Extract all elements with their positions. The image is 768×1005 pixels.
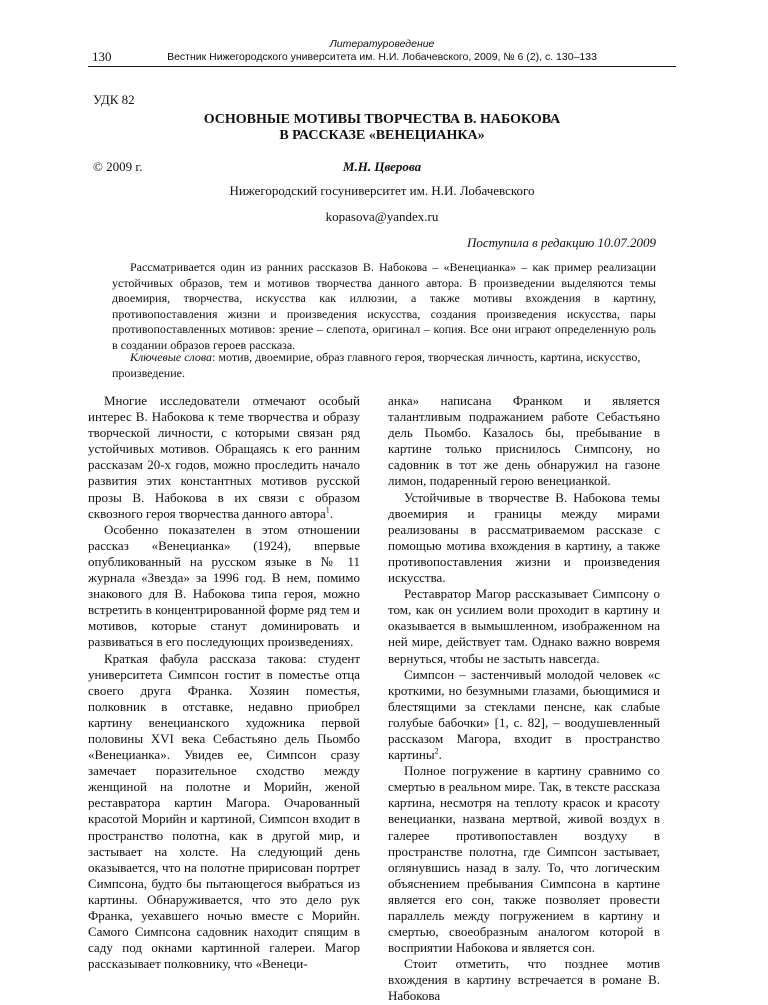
page-number: 130	[92, 49, 112, 64]
author-name: М.Н. Цверова	[342, 159, 422, 174]
article-title-line-1: ОСНОВНЫЕ МОТИВЫ ТВОРЧЕСТВА В. НАБОКОВА	[203, 112, 561, 127]
body-column-right	[388, 393, 660, 1005]
keywords-text: : мотив, двоемирие, образ главного героя, творческая личность, картина, искусство, произведение.	[112, 350, 641, 380]
body-paragraph: Полное погружение в картину сравнимо со смертью в реальном мире. Так, в тексте рассказа картина, несмотря на теплоту красок и красоту венецианки, названа мертвой, живой воздух в галерее противопоставлен воздуху в пространстве полотна, где Симпсон застывает, оглянувшись назад в залу. То, что логическим объяснением пребывания Симпсона в картине является его сон, также позволяет провести параллель между погружением в картину и смертью, своеобразным аналогом которой в восприятии Набокова и является сон.	[388, 763, 660, 956]
paragraph-text: Многие исследователи отмечают особый интерес В. Набокова к теме творчества и образу творческой личности, с которыми связан ряд устойчивых мотивов. Обращаясь к его ранним рассказам 20-х годов, можно проследить начало развития этих константных мотивов русской прозы В. Набокова в их связи с образом сквозного героя творчества данного автора	[88, 393, 360, 521]
paragraph-text: .	[438, 747, 442, 763]
abstract: Рассматривается один из ранних рассказов В. Набокова – «Венецианка» – как пример реализации устойчивых образов, тем и мотивов творчества данного автора. В произведении выделяются темы двоемирия, творчества, искусства как иллюзии, а также мотивы вхождения в картину, противопоставления жизни и произведения искусства, создания произведения искусства, пары противопоставленных мотивов: зрение – слепота, оригинал – копия. Все они играют определенную роль в создании образов героев рассказа.	[112, 260, 656, 352]
body-paragraph	[88, 393, 360, 522]
body-paragraph: Устойчивые в творчестве В. Набокова темы двоемирия и границы между мирами реализованы в рассматриваемом рассказе с помощью мотива вхождения в картину, а также противопоставления жизни и произведения искусства.	[388, 489, 660, 586]
paragraph-text: .	[329, 505, 334, 521]
journal-citation: Вестник Нижегородского университета им. Н.И. Лобачевского, 2009, № 6 (2), с. 130–133	[167, 51, 597, 63]
keywords	[112, 350, 656, 381]
header-rule	[88, 66, 676, 67]
body-paragraph: Реставратор Магор рассказывает Симпсону о том, как он усилием воли проходит в картину и оказывается в вымышленном, изображенном на ней мире, действует там. Однако важно вовремя вернуться, чтобы не застыть навсегда.	[388, 586, 660, 666]
copyright: © 2009 г.	[93, 159, 143, 174]
article-title-line-2: В РАССКАЗЕ «ВЕНЕЦИАНКА»	[279, 128, 485, 143]
body-column-left	[88, 393, 360, 972]
body-paragraph: Особенно показателен в этом отношении рассказ «Венецианка» (1924), впервые опубликованный на русском языке в № 11 журнала «Звезда» за 1996 год. В нем, помимо знакового для В. Набокова типа героя, можно встретить в концентрированной форме ряд тем и мотивов, которые станут доминировать и развиваться в его последующих произведениях.	[88, 521, 360, 650]
body-paragraph: анка» написана Франком и является талантливым подражанием работе Себастьяно дель Пьомбо. Казалось бы, пребывание в картине только приснилось Симпсону, но садовник в тот же день обнаружил на газоне лимон, подаренный герою венецианкой.	[388, 393, 660, 489]
running-header	[88, 38, 676, 64]
body-paragraph: Краткая фабула рассказа такова: студент университета Симпсон гостит в поместье отца своего друга Франка. Хозяин поместья, полковник в отставке, недавно приобрел картину венецианского художника первой половины XVI века Себастьяно дель Пьомбо «Венецианка». Увидев ее, Симпсон сразу замечает поразительное сходство между женщиной на полотне и Морийн, женой реставратора картин Магора. Очарованный красотой Морийн и картиной, Симпсон входит в пространство полотна, как в другой мир, и застывает на холсте. На следующий день оказывается, что на полотне пририсован портрет Симпсона, будто бы пытающегося выбраться из картины. Обнаруживается, что это дело рук Франка, уехавшего ночью вместе с Морийн. Самого Симпсона садовник находит спящим в саду под окнами картинной галереи. Магор рассказывает полковнику, что «Венеци-	[88, 650, 360, 972]
udk-code: УДК 82	[93, 92, 135, 107]
footnote-ref[interactable]: 2	[434, 746, 439, 756]
running-title	[88, 38, 676, 64]
article-title	[88, 112, 676, 144]
paragraph-text: Симпсон – застенчивый молодой человек «с кроткими, но безумными глазами, бьющимися и блестящими за стеклами пенсне, как слабые голубые бабочки» [1, с. 82], – воодушевленный рассказом Магора, входит в пространство картины	[388, 666, 660, 763]
section-name: Литературоведение	[329, 38, 435, 50]
body-paragraph: Стоит отметить, что позднее мотив вхождения в картину встречается в романе В. Набокова	[388, 956, 660, 1004]
author-email: kopasova@yandex.ru	[325, 209, 439, 224]
footnote-ref[interactable]: 1	[325, 505, 330, 515]
received-date: Поступила в редакцию 10.07.2009	[467, 235, 656, 250]
keywords-label: Ключевые слова	[130, 350, 213, 364]
body-paragraph	[388, 667, 660, 764]
affiliation: Нижегородский госуниверситет им. Н.И. Лобачевского	[229, 183, 535, 198]
